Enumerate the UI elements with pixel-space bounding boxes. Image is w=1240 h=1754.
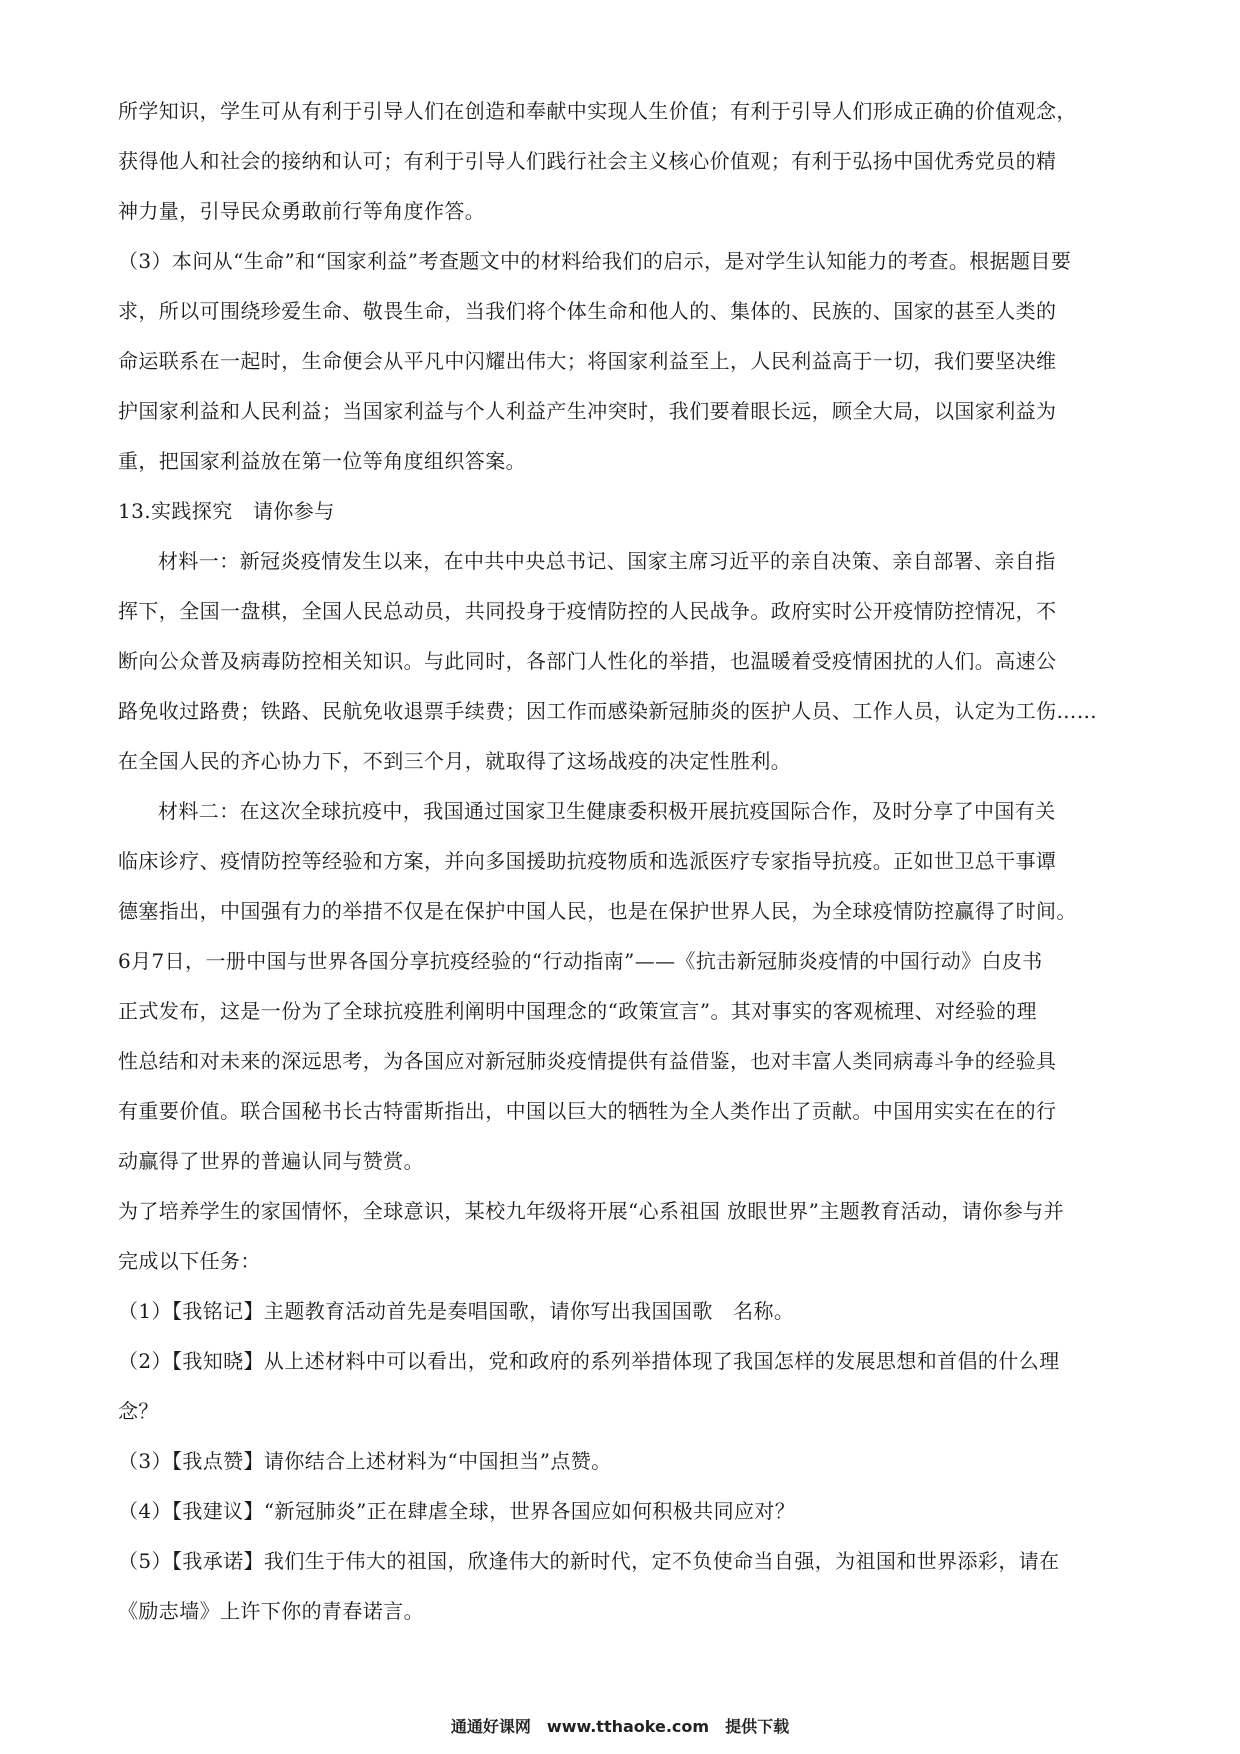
material2-line: 动赢得了世界的普遍认同与赞赏。 [118,1149,424,1173]
task-5-continued: 《励志墙》上许下你的青春诺言。 [118,1599,424,1623]
material2-line: 德塞指出，中国强有力的举措不仅是在保护中国人民，也是在保护世界人民，为全球疫情防控赢得了时间。 [118,899,1077,923]
task-3: （3）【我点赞】请你结合上述材料为“中国担当”点赞。 [118,1449,612,1473]
answer-line: 所学知识，学生可从有利于引导人们在创造和奉献中实现人生价值；有利于引导人们形成正确的价值观念， [118,99,1077,123]
material2-line: 正式发布，这是一份为了全球抗疫胜利阐明中国理念的“政策宣言”。其对事实的客观梳理、对经验的理 [118,999,1037,1023]
task-5: （5）【我承诺】我们生于伟大的祖国，欣逢伟大的新时代，定不负使命当自强，为祖国和世界添彩，请在 [118,1549,1060,1573]
material2-line: 临床诊疗、疫情防控等经验和方案，并向多国援助抗疫物质和选派医疗专家指导抗疫。正如世卫总干事谭 [118,849,1057,873]
answer-line: 求，所以可围绕珍爱生命、敬畏生命，当我们将个体生命和他人的、集体的、民族的、国家的甚至人类的 [118,299,1057,323]
intro-line: 完成以下任务： [118,1249,261,1273]
material1-line: 挥下，全国一盘棋，全国人民总动员，共同投身于疫情防控的人民战争。政府实时公开疫情防控情况，不 [118,599,1057,623]
task-2: （2）【我知晓】从上述材料中可以看出，党和政府的系列举措体现了我国怎样的发展思想和首倡的什么理 [118,1349,1060,1373]
answer-line: 神力量，引导民众勇敢前行等角度作答。 [118,199,486,223]
answer-line: 命运联系在一起时，生命便会从平凡中闪耀出伟大；将国家利益至上，人民利益高于一切，我们要坚决维 [118,349,1057,373]
intro-line: 为了培养学生的家国情怀，全球意识，某校九年级将开展“心系祖国 放眼世界”主题教育活动，请你参与并 [118,1199,1065,1223]
question-title: 13.实践探究 请你参与 [118,499,335,523]
material2-line: 材料二：在这次全球抗疫中，我国通过国家卫生健康委积极开展抗疫国际合作，及时分享了中国有关 [158,799,1056,823]
answer-line: （3）本问从“生命”和“国家利益”考查题文中的材料给我们的启示，是对学生认知能力的考查。根据题目要 [118,249,1072,273]
material2-line: 6月7日，一册中国与世界各国分享抗疫经验的“行动指南”——《抗击新冠肺炎疫情的中国行动》白皮书 [118,949,1043,973]
material1-line: 材料一：新冠炎疫情发生以来，在中共中央总书记、国家主席习近平的亲自决策、亲自部署、亲自指 [158,549,1056,573]
task-4: （4）【我建议】“新冠肺炎”正在肆虐全球，世界各国应如何积极共同应对？ [118,1499,796,1523]
material1-line: 在全国人民的齐心协力下，不到三个月，就取得了这场战疫的决定性胜利。 [118,749,792,773]
material2-line: 有重要价值。联合国秘书长古特雷斯指出，中国以巨大的牺牲为全人类作出了贡献。中国用实实在在的行 [118,1099,1057,1123]
page-footer: 通通好课网 www.tthaoke.com 提供下载 [450,1717,790,1736]
material2-line: 性总结和对未来的深远思考，为各国应对新冠肺炎疫情提供有益借鉴，也对丰富人类同病毒斗争的经验具 [118,1049,1057,1073]
material1-line: 断向公众普及病毒防控相关知识。与此同时，各部门人性化的举措，也温暖着受疫情困扰的人们。高速公 [118,649,1057,673]
answer-line: 重，把国家利益放在第一位等角度组织答案。 [118,449,526,473]
material1-line: 路免收过路费；铁路、民航免收退票手续费；因工作而感染新冠肺炎的医护人员、工作人员，认定为工伤…… [118,699,1098,723]
task-2-continued: 念？ [118,1399,159,1423]
task-1: （1）【我铭记】主题教育活动首先是奏唱国歌，请你写出我国国歌 名称。 [118,1299,795,1323]
answer-line: 获得他人和社会的接纳和认可；有利于引导人们践行社会主义核心价值观；有利于弘扬中国优秀党员的精 [118,149,1057,173]
answer-line: 护国家利益和人民利益；当国家利益与个人利益产生冲突时，我们要着眼长远，顾全大局，以国家利益为 [118,399,1057,423]
